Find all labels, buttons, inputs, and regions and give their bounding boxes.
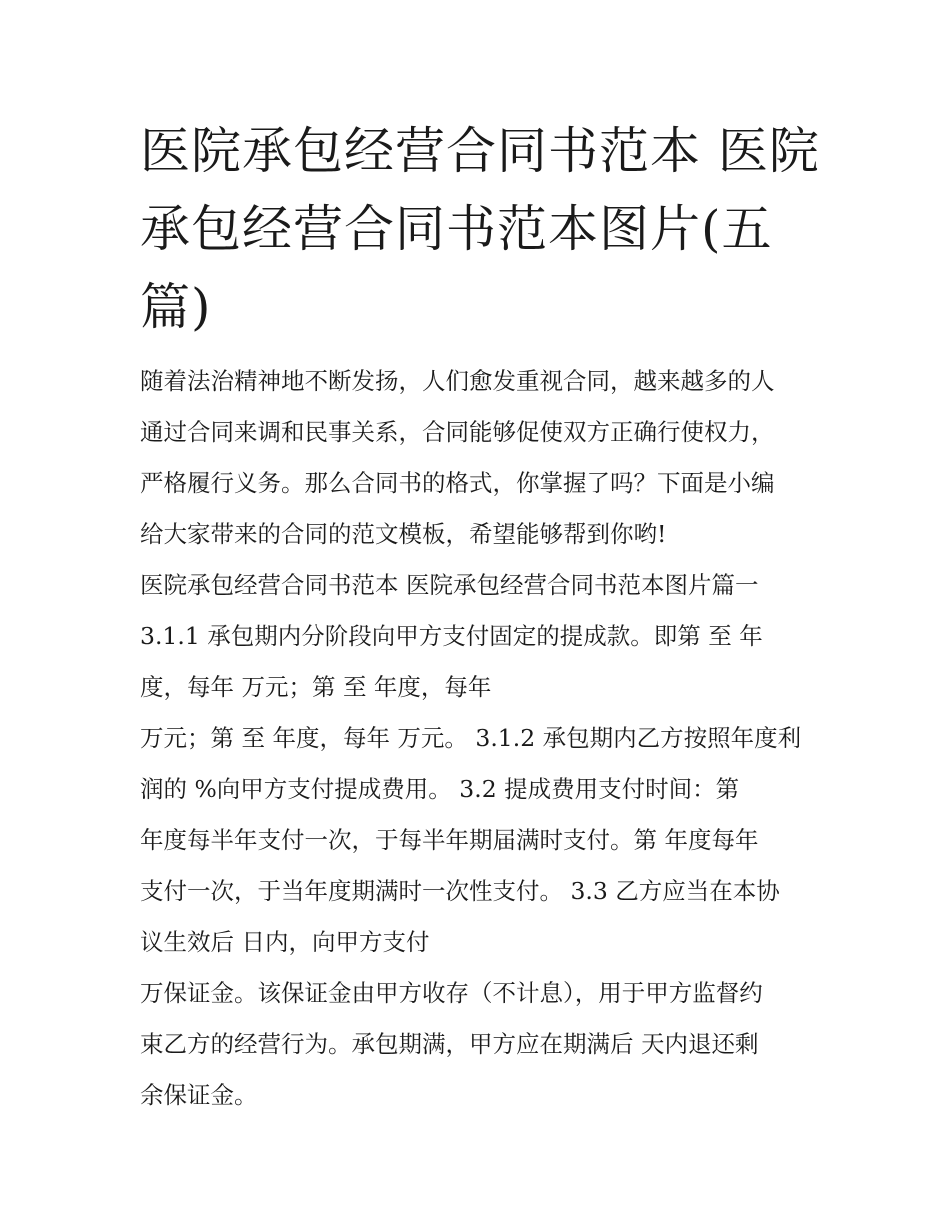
clause-line: 润的 %向甲方支付提成费用。 3.2 提成费用支付时间：第 [140,775,740,803]
clause-line: 年度每半年支付一次，于每半年期届满时支付。第 年度每年 [140,826,759,854]
clause-line: 议生效后 日内，向甲方支付 [140,928,430,956]
clause-line: 万元；第 至 年度，每年 万元。 3.1.2 承包期内乙方按照年度利 [140,724,802,752]
intro-line: 通过合同来调和民事关系，合同能够促使双方正确行使权力， [140,418,775,446]
title-line: 医院承包经营合同书范本 医院 [140,122,820,180]
clause-line: 束乙方的经营行为。承包期满，甲方应在期满后 天内退还剩 [140,1030,759,1058]
intro-line: 严格履行义务。那么合同书的格式，你掌握了吗？下面是小编 [140,469,775,497]
title-line: 篇) [140,278,212,336]
intro-line: 随着法治精神地不断发扬，人们愈发重视合同，越来越多的人 [140,367,775,395]
clause-line: 万保证金。该保证金由甲方收存（不计息），用于甲方监督约 [140,979,763,1007]
intro-line: 给大家带来的合同的范文模板，希望能够帮到你哟! [140,520,667,548]
section-heading: 医院承包经营合同书范本 医院承包经营合同书范本图片篇一 [140,571,759,599]
title-line: 承包经营合同书范本图片(五 [140,200,773,258]
clause-line: 余保证金。 [140,1081,258,1109]
clause-line: 支付一次，于当年度期满时一次性支付。 3.3 乙方应当在本协 [140,877,780,905]
clause-line: 度，每年 万元；第 至 年度，每年 [140,673,492,701]
clause-line: 3.1.1 承包期内分阶段向甲方支付固定的提成款。即第 至 年 [140,622,763,650]
document-body [140,356,830,1121]
document-title [140,112,820,346]
